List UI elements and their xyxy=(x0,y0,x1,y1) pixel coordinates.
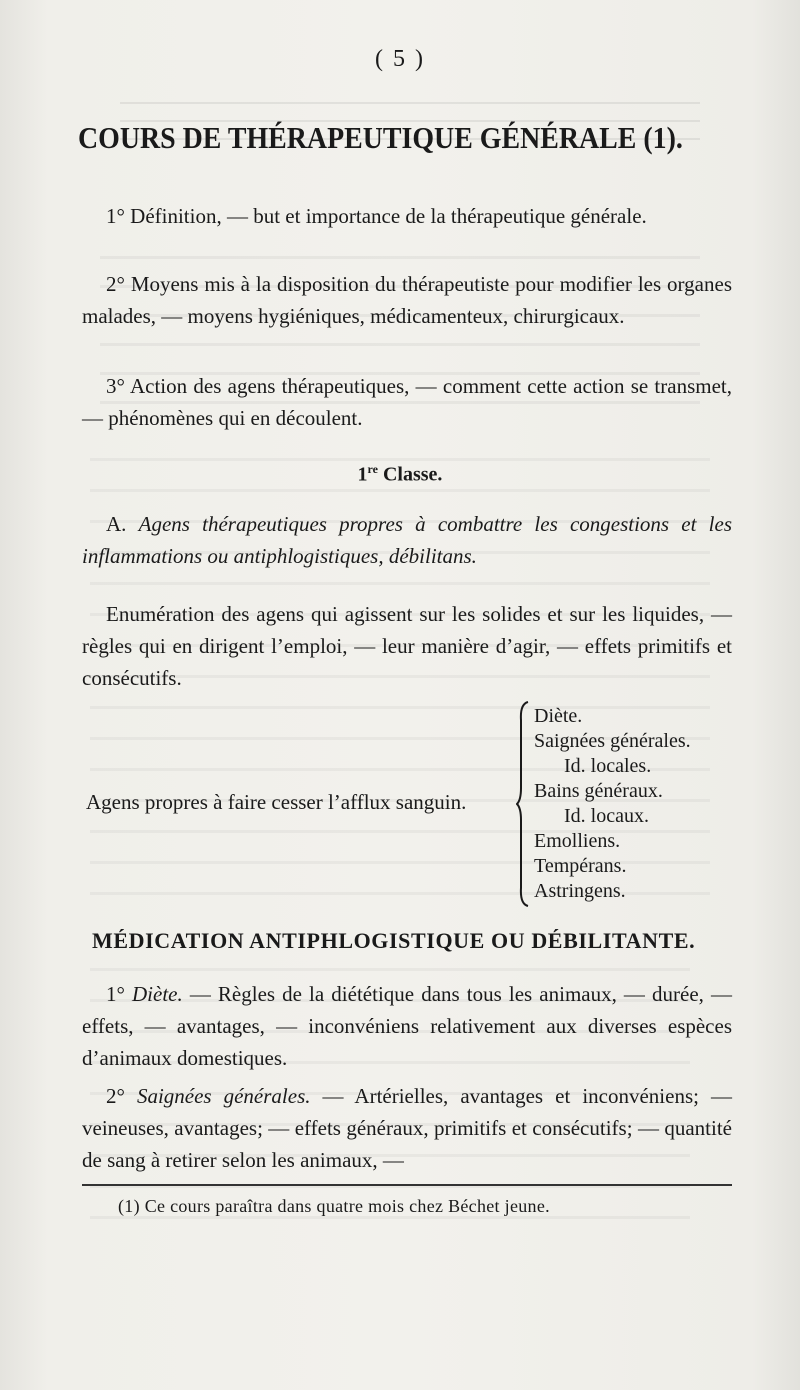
section-a-paragraph xyxy=(82,508,732,572)
class-heading xyxy=(0,462,800,487)
brace-label: Agens propres à faire cesser l’afflux sanguin. xyxy=(86,790,467,814)
diete-text: — Règles de la diététique dans tous les animaux, — durée, — effets, — avantages, — inconvéniens relativement aux diverses espèces d’animaux domestiques. xyxy=(82,982,732,1070)
diete-paragraph xyxy=(82,978,732,1074)
brace-item-saignees-generales: Saignées générales. xyxy=(534,730,691,752)
brace-item-saignees-locales: Id. locales. xyxy=(564,755,652,777)
diete-number: 1° xyxy=(106,982,132,1006)
brace-list xyxy=(534,704,691,904)
saignees-paragraph xyxy=(82,1080,732,1176)
page-number: ( 5 ) xyxy=(375,46,425,72)
action-paragraph: 3° Action des agens thérapeutiques, — comment cette action se transmet, — phénomènes qui en découlent. xyxy=(82,374,732,430)
class-ordinal: re xyxy=(367,462,378,476)
curly-brace-icon xyxy=(516,700,530,908)
diete-heading: Diète. xyxy=(132,982,183,1006)
section-a-text: Agens thérapeutiques propres à combattre les congestions et les inflammations ou antiphlogistiques, débilitans. xyxy=(82,512,732,568)
saignees-number: 2° xyxy=(106,1084,137,1108)
enumeration-paragraph: Enumération des agens qui agissent sur les solides et sur les liquides, — règles qui en dirigent l’emploi, — leur manière d’agir, — effets primitifs et consécutifs. xyxy=(82,602,732,690)
section-title: MÉDICATION ANTIPHLOGISTIQUE OU DÉBILITANTE. xyxy=(92,928,696,953)
brace-item-bains-generaux: Bains généraux. xyxy=(534,780,663,802)
class-label: Classe. xyxy=(377,463,443,486)
class-number: 1 xyxy=(357,463,368,486)
brace-item-emolliens: Emolliens. xyxy=(534,830,621,852)
saignees-heading: Saignées générales. xyxy=(136,1084,311,1108)
brace-item-temperans: Tempérans. xyxy=(534,855,627,877)
definition-paragraph: 1° Définition, — but et importance de la thérapeutique générale. xyxy=(106,204,647,228)
means-paragraph: 2° Moyens mis à la disposition du thérapeutiste pour modifier les organes malades, — moyens hygiéniques, médicamenteux, chirurgicaux. xyxy=(82,272,732,328)
saignees-text: — Artérielles, avantages et inconvéniens; — veineuses, avantages; — effets généraux, primitifs et consécutifs; — quantité de sang à retirer selon les animaux, — xyxy=(82,1084,732,1172)
footnote-rule xyxy=(82,1184,732,1186)
footnote: (1) Ce cours paraîtra dans quatre mois chez Béchet jeune. xyxy=(118,1196,550,1216)
brace-item-astringens: Astringens. xyxy=(534,880,626,902)
section-a-prefix: A. xyxy=(106,512,139,536)
brace-item-bains-locaux: Id. locaux. xyxy=(564,805,649,827)
brace-item-diete: Diète. xyxy=(534,705,583,727)
page-title: COURS DE THÉRAPEUTIQUE GÉNÉRALE (1). xyxy=(78,120,683,155)
